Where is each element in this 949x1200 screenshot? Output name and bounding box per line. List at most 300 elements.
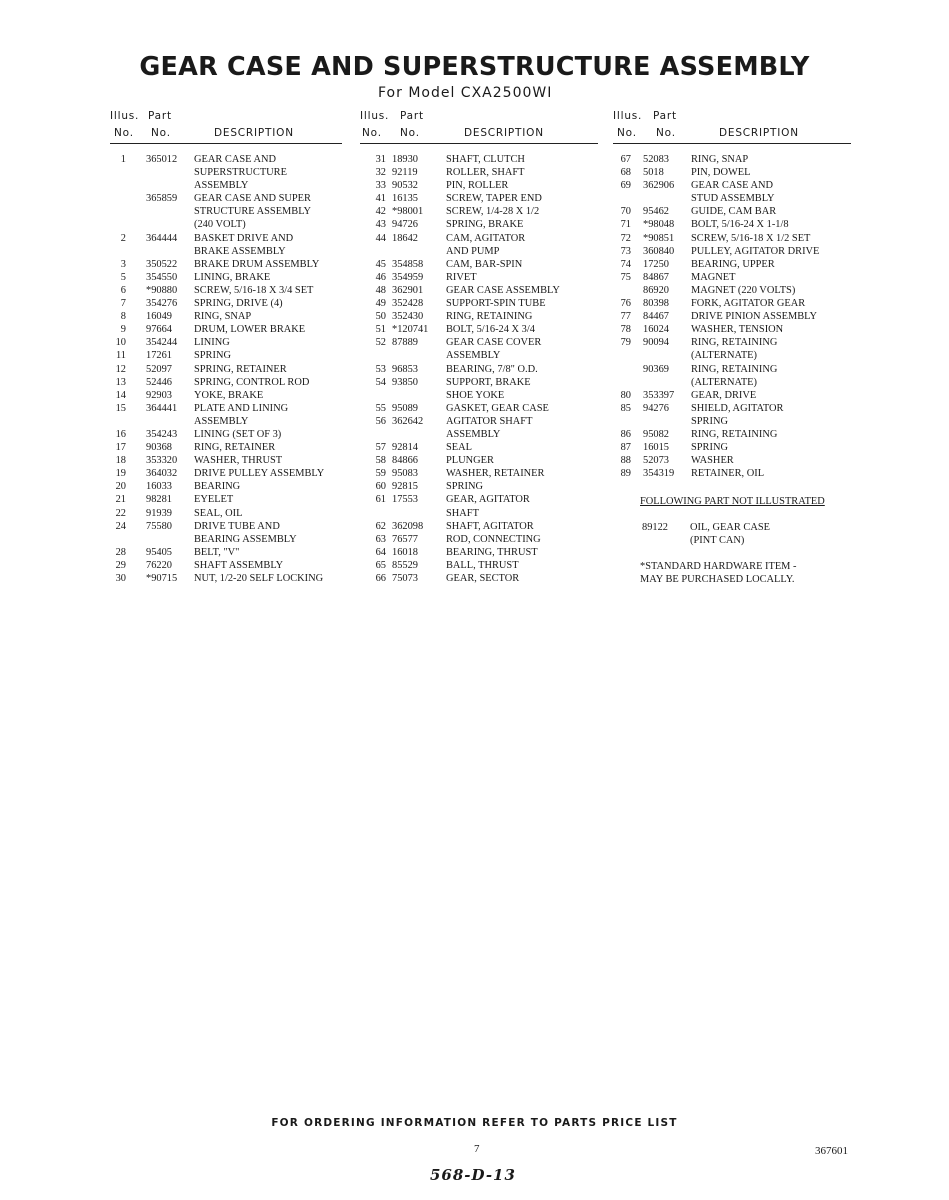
hardware-note: *STANDARD HARDWARE ITEM - [640, 561, 797, 573]
parts-row [112, 389, 342, 402]
parts-row [613, 454, 853, 467]
parts-row [112, 153, 342, 166]
part-description: PULLEY, AGITATOR DRIVE [691, 245, 820, 257]
column-header [360, 108, 600, 144]
part-number: 354550 [146, 271, 178, 283]
part-description: RING, SNAP [691, 154, 749, 165]
parts-row [360, 258, 600, 271]
part-description: SEAL, OIL [194, 507, 243, 519]
illus-number: 62 [375, 520, 386, 532]
part-number: 16024 [643, 324, 669, 336]
parts-row [112, 559, 342, 572]
part-number: *90880 [146, 284, 178, 296]
illus-number: 17 [115, 442, 126, 454]
part-number: 353320 [146, 455, 178, 467]
part-number: 92815 [392, 481, 418, 493]
parts-row [360, 572, 600, 585]
illus-number: 21 [115, 494, 126, 506]
part-number: 90369 [643, 363, 669, 375]
description-header: DESCRIPTION [464, 127, 544, 139]
part-number: 85529 [392, 559, 418, 571]
illus-number: 73 [620, 245, 631, 257]
part-description: GASKET, GEAR CASE [446, 402, 549, 414]
header-rule [613, 143, 851, 144]
part-number: 52097 [146, 363, 172, 375]
part-number: 52446 [146, 376, 172, 388]
part-number: 352430 [392, 311, 424, 323]
parts-row [360, 480, 600, 493]
parts-row [360, 389, 600, 402]
illus-number: 80 [620, 389, 631, 401]
part-description: ROLLER, SHAFT [446, 167, 525, 179]
illus-number: 89 [620, 468, 631, 480]
part-description: ASSEMBLY [194, 180, 249, 192]
part-number: 16018 [392, 546, 418, 558]
part-description: RING, RETAINING [691, 363, 778, 375]
part-description: (ALTERNATE) [691, 376, 757, 388]
illus-number: 45 [375, 258, 386, 270]
part-description: PLUNGER [446, 455, 494, 467]
part-number: 75580 [146, 520, 172, 532]
part-number: 96853 [392, 363, 418, 375]
part-description: SPRING [691, 415, 728, 427]
parts-row [613, 166, 853, 179]
part-number: 95462 [643, 206, 669, 218]
part-number: 360840 [643, 245, 675, 257]
parts-row [112, 245, 342, 258]
parts-row [360, 166, 600, 179]
parts-row [112, 218, 342, 231]
illus-number: 30 [115, 573, 126, 584]
parts-row [112, 166, 342, 179]
parts-row [112, 363, 342, 376]
part-description: PIN, DOWEL [691, 167, 751, 179]
illus-number: 65 [375, 559, 386, 571]
parts-row [360, 336, 600, 349]
part-number: 17261 [146, 350, 172, 362]
part-number: 92903 [146, 389, 172, 401]
illus-no-header: No. [617, 127, 637, 139]
parts-list [360, 153, 600, 585]
part-description: MAGNET (220 VOLTS) [691, 284, 796, 296]
parts-row [360, 441, 600, 454]
part-description: WASHER, RETAINER [446, 468, 545, 480]
part-description: BEARING, THRUST [446, 546, 538, 558]
part-number: 354276 [146, 298, 178, 310]
illus-number: 53 [375, 363, 386, 375]
part-description: WASHER [691, 455, 734, 467]
parts-row [360, 284, 600, 297]
part-number: 76577 [392, 533, 418, 545]
illus-number: 19 [115, 468, 126, 480]
illus-number: 71 [620, 219, 631, 231]
illus-number: 3 [120, 258, 126, 270]
illus-number: 67 [620, 154, 631, 165]
illus-number: 79 [620, 337, 631, 349]
illus-number: 12 [115, 363, 126, 375]
part-no-header: No. [151, 127, 171, 139]
illus-number: 61 [375, 494, 386, 506]
illus-number: 69 [620, 180, 631, 192]
parts-row [112, 336, 342, 349]
part-description: SPRING [194, 350, 231, 362]
parts-row [613, 153, 853, 166]
part-header: Part [400, 110, 424, 122]
illus-number: 75 [620, 271, 631, 283]
parts-row [112, 533, 342, 546]
illus-number: 31 [375, 154, 386, 165]
part-description: SUPERSTRUCTURE [194, 167, 287, 179]
parts-row [360, 533, 600, 546]
part-description: BEARING ASSEMBLY [194, 533, 297, 545]
part-number: *98048 [643, 219, 675, 231]
part-number: 354959 [392, 271, 424, 283]
parts-row [112, 415, 342, 428]
part-description: PIN, ROLLER [446, 180, 509, 192]
part-description: SHAFT, AGITATOR [446, 520, 534, 532]
parts-row [360, 323, 600, 336]
parts-row [112, 428, 342, 441]
illus-number: 32 [375, 167, 386, 179]
part-description: WASHER, TENSION [691, 324, 784, 336]
parts-row [613, 349, 853, 362]
parts-row [613, 376, 853, 389]
parts-row [613, 467, 853, 480]
illus-number: 76 [620, 298, 631, 310]
parts-row [360, 232, 600, 245]
part-description: RING, SNAP [194, 311, 252, 323]
part-description: RING, RETAINING [691, 428, 778, 440]
part-number: 364444 [146, 232, 178, 244]
illus-number: 74 [620, 258, 631, 270]
part-description: ROD, CONNECTING [446, 533, 541, 545]
part-number: 362098 [392, 520, 424, 532]
parts-row [112, 520, 342, 533]
part-description: BELT, "V" [194, 546, 240, 558]
parts-row [613, 284, 853, 297]
parts-row [360, 454, 600, 467]
parts-row [613, 192, 853, 205]
part-number: 352428 [392, 298, 424, 310]
part-description: BRAKE DRUM ASSEMBLY [194, 258, 320, 270]
part-description: SCREW, 5/16-18 X 3/4 SET [194, 284, 314, 296]
illus-number: 70 [620, 206, 631, 218]
parts-row [360, 153, 600, 166]
part-description: LINING [194, 337, 230, 349]
part-description: RING, RETAINING [446, 311, 533, 323]
illus-number: 58 [375, 455, 386, 467]
part-number: 5018 [643, 167, 664, 179]
parts-list [613, 153, 853, 480]
illus-number: 6 [120, 284, 126, 296]
illus-number: 55 [375, 402, 386, 414]
part-description: GEAR CASE AND [194, 154, 276, 165]
header-rule [360, 143, 598, 144]
parts-row [112, 179, 342, 192]
part-number: 95089 [392, 402, 418, 414]
illus-number: 44 [375, 232, 386, 244]
parts-row [112, 480, 342, 493]
extra-part-number: 89122 [642, 522, 668, 534]
part-description: GEAR CASE ASSEMBLY [446, 284, 560, 296]
part-number: *90715 [146, 573, 178, 584]
part-description: EYELET [194, 494, 234, 506]
part-description: SHAFT [446, 507, 479, 519]
part-number: 84467 [643, 311, 669, 323]
part-description: MAGNET [691, 271, 736, 283]
parts-row [112, 323, 342, 336]
part-number: 354858 [392, 258, 424, 270]
illus-number: 50 [375, 311, 386, 323]
illus-number: 22 [115, 507, 126, 519]
parts-row [112, 232, 342, 245]
illus-number: 7 [120, 298, 126, 310]
part-description: BOLT, 5/16-24 X 1-1/8 [691, 219, 789, 231]
parts-row [112, 546, 342, 559]
part-description: SCREW, TAPER END [446, 193, 542, 205]
part-description: (ALTERNATE) [691, 350, 757, 362]
illus-number: 60 [375, 481, 386, 493]
parts-row [360, 415, 600, 428]
part-description: SCREW, 5/16-18 X 1/2 SET [691, 232, 811, 244]
illus-number: 13 [115, 376, 126, 388]
illus-number: 66 [375, 573, 386, 584]
part-description: (240 VOLT) [194, 219, 246, 231]
parts-row [360, 271, 600, 284]
part-no-header: No. [656, 127, 676, 139]
illus-number: 49 [375, 298, 386, 310]
part-number: 93850 [392, 376, 418, 388]
part-number: 354243 [146, 428, 178, 440]
part-description: SPRING [446, 481, 483, 493]
page-number: 7 [474, 1143, 480, 1155]
part-description: SPRING [691, 442, 728, 454]
illus-header: Illus. [360, 110, 390, 122]
part-description: SPRING, RETAINER [194, 363, 287, 375]
part-number: 365012 [146, 154, 178, 165]
parts-row [613, 271, 853, 284]
illus-no-header: No. [114, 127, 134, 139]
part-description: DRIVE PULLEY ASSEMBLY [194, 468, 325, 480]
part-number: 84867 [643, 271, 669, 283]
parts-row [360, 192, 600, 205]
illus-no-header: No. [362, 127, 382, 139]
part-number: 365859 [146, 193, 178, 205]
part-number: 354319 [643, 468, 675, 480]
handwritten-code: 568-D-13 [430, 1166, 516, 1184]
part-description: ASSEMBLY [446, 350, 501, 362]
part-number: 90532 [392, 180, 418, 192]
illus-number: 63 [375, 533, 386, 545]
part-number: 362906 [643, 180, 675, 192]
illus-number: 18 [115, 455, 126, 467]
part-description: NUT, 1/2-20 SELF LOCKING [194, 573, 324, 584]
illus-number: 48 [375, 284, 386, 296]
part-description: BASKET DRIVE AND [194, 232, 294, 244]
parts-row [360, 507, 600, 520]
part-number: 16015 [643, 442, 669, 454]
part-description: BOLT, 5/16-24 X 3/4 [446, 324, 535, 336]
parts-row [112, 441, 342, 454]
part-description: SHAFT, CLUTCH [446, 154, 525, 165]
illus-number: 9 [120, 324, 126, 336]
part-number: 92814 [392, 442, 418, 454]
illus-number: 59 [375, 468, 386, 480]
part-number: 17553 [392, 494, 418, 506]
part-description: SHOE YOKE [446, 389, 505, 401]
part-description: ASSEMBLY [446, 428, 501, 440]
parts-row [112, 507, 342, 520]
part-number: 91939 [146, 507, 172, 519]
part-no-header: No. [400, 127, 420, 139]
parts-row [360, 520, 600, 533]
parts-row [613, 323, 853, 336]
part-description: BRAKE ASSEMBLY [194, 245, 286, 257]
part-number: 98281 [146, 494, 172, 506]
part-number: 353397 [643, 389, 675, 401]
part-description: GEAR, SECTOR [446, 573, 520, 584]
part-description: RIVET [446, 271, 477, 283]
parts-row [112, 376, 342, 389]
illus-number: 2 [120, 232, 126, 244]
part-number: 80398 [643, 298, 669, 310]
part-description: LINING, BRAKE [194, 271, 271, 283]
illus-number: 1 [120, 154, 126, 165]
illus-number: 51 [375, 324, 386, 336]
part-description: SPRING, BRAKE [446, 219, 524, 231]
illus-number: 88 [620, 455, 631, 467]
parts-row [613, 218, 853, 231]
parts-row [613, 363, 853, 376]
illus-number: 85 [620, 402, 631, 414]
parts-row [360, 467, 600, 480]
parts-row [613, 428, 853, 441]
parts-row [112, 402, 342, 415]
parts-row [112, 205, 342, 218]
part-description: BEARING, 7/8" O.D. [446, 363, 538, 375]
parts-row [360, 245, 600, 258]
parts-row [112, 349, 342, 362]
part-description: GEAR CASE AND SUPER [194, 193, 311, 205]
not-illustrated-heading: FOLLOWING PART NOT ILLUSTRATED [640, 496, 825, 507]
part-number: 364032 [146, 468, 178, 480]
part-description: AND PUMP [446, 245, 500, 257]
illus-number: 15 [115, 402, 126, 414]
parts-row [360, 428, 600, 441]
part-number: 18642 [392, 232, 418, 244]
part-description: RING, RETAINING [691, 337, 778, 349]
illus-number: 11 [115, 350, 126, 362]
part-number: 362901 [392, 284, 424, 296]
parts-row [360, 363, 600, 376]
part-description: PLATE AND LINING [194, 402, 289, 414]
illus-number: 24 [115, 520, 126, 532]
parts-column-2 [360, 108, 600, 584]
part-number: 95082 [643, 428, 669, 440]
description-header: DESCRIPTION [719, 127, 799, 139]
parts-column-1 [110, 108, 342, 584]
part-number: 52083 [643, 154, 669, 165]
illus-header: Illus. [613, 110, 643, 122]
part-description: GUIDE, CAM BAR [691, 206, 777, 218]
part-description: GEAR CASE COVER [446, 337, 542, 349]
illus-number: 77 [620, 311, 631, 323]
parts-row [112, 297, 342, 310]
part-number: 350522 [146, 258, 178, 270]
part-number: 76220 [146, 559, 172, 571]
part-number: 16135 [392, 193, 418, 205]
illus-number: 14 [115, 389, 126, 401]
part-description: CAM, AGITATOR [446, 232, 526, 244]
part-description: DRUM, LOWER BRAKE [194, 324, 306, 336]
part-number: 84866 [392, 455, 418, 467]
illus-number: 86 [620, 428, 631, 440]
part-description: SHIELD, AGITATOR [691, 402, 784, 414]
part-description: BEARING, UPPER [691, 258, 775, 270]
parts-row [112, 467, 342, 480]
part-number: 92119 [392, 167, 418, 179]
page-title: GEAR CASE AND SUPERSTRUCTURE ASSEMBLY [139, 52, 810, 82]
parts-row [360, 179, 600, 192]
part-number: 17250 [643, 258, 669, 270]
part-number: 86920 [643, 284, 669, 296]
illus-number: 33 [375, 180, 386, 192]
part-header: Part [148, 110, 172, 122]
part-description: SUPPORT-SPIN TUBE [446, 298, 546, 310]
parts-row [613, 205, 853, 218]
part-number: 354244 [146, 337, 178, 349]
part-number: 90094 [643, 337, 669, 349]
parts-row [613, 441, 853, 454]
parts-row [360, 559, 600, 572]
illus-number: 72 [620, 232, 631, 244]
extra-part-description: OIL, GEAR CASE [690, 522, 770, 534]
part-description: RING, RETAINER [194, 442, 276, 454]
parts-row [613, 179, 853, 192]
parts-row [112, 271, 342, 284]
part-description: STRUCTURE ASSEMBLY [194, 206, 312, 218]
not-illustrated-section [640, 495, 825, 586]
part-number: 94726 [392, 219, 418, 231]
part-description: GEAR, AGITATOR [446, 494, 530, 506]
parts-row [613, 389, 853, 402]
part-header: Part [653, 110, 677, 122]
illus-number: 57 [375, 442, 386, 454]
part-description: STUD ASSEMBLY [691, 193, 775, 205]
illus-number: 68 [620, 167, 631, 179]
part-number: *98001 [392, 206, 424, 218]
part-number: 16049 [146, 311, 172, 323]
part-number: 52073 [643, 455, 669, 467]
parts-row [360, 376, 600, 389]
part-number: *90851 [643, 232, 675, 244]
illus-number: 46 [375, 271, 386, 283]
part-number: 362642 [392, 415, 424, 427]
parts-row [112, 284, 342, 297]
illus-number: 5 [120, 271, 126, 283]
part-description: BALL, THRUST [446, 559, 519, 571]
part-description: ASSEMBLY [194, 415, 249, 427]
parts-row [360, 402, 600, 415]
parts-row [112, 310, 342, 323]
part-description: RETAINER, OIL [691, 468, 765, 480]
document-number: 367601 [815, 1145, 848, 1157]
parts-row [360, 310, 600, 323]
part-number: 75073 [392, 573, 418, 584]
parts-column-3 [613, 108, 853, 480]
parts-row [613, 415, 853, 428]
parts-row [360, 546, 600, 559]
